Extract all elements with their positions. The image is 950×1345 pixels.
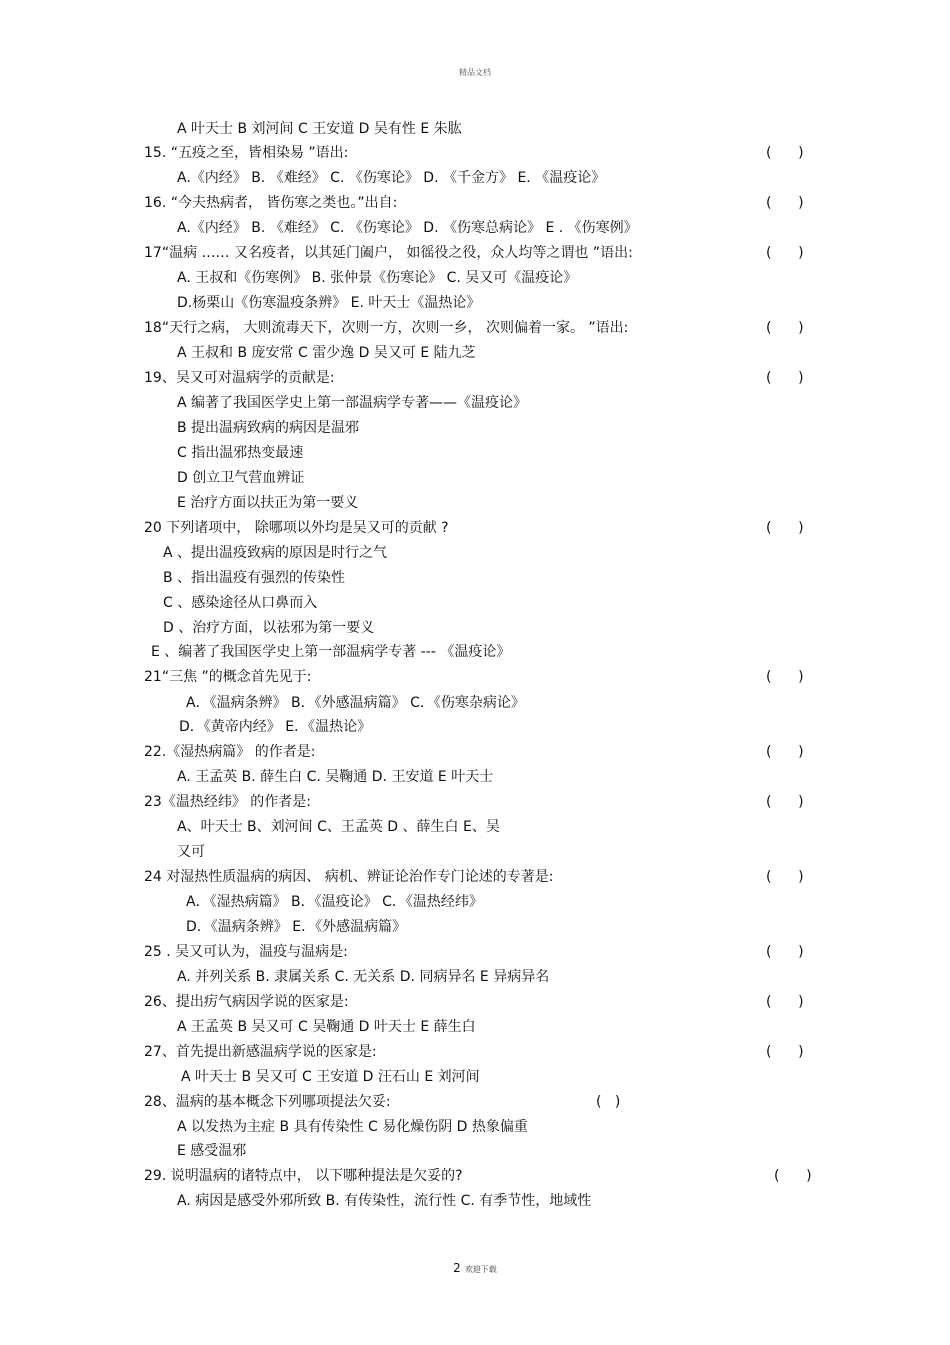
question-line: B 、指出温疫有强烈的传染性 [163, 570, 346, 586]
question-line: A 王叔和 B 庞安常 C 雷少逸 D 吴又可 E 陆九芝 [177, 345, 476, 361]
page-footer [0, 1261, 950, 1275]
question-line: 19、吴又可对温病学的贡献是: [144, 370, 335, 386]
answer-blank: ( ) [596, 1094, 621, 1110]
footer-text: 欢迎下载 [464, 1265, 497, 1274]
question-line: A 编著了我国医学史上第一部温病学专著——《温疫论》 [177, 395, 528, 411]
question-line: B 提出温病致病的病因是温邪 [177, 420, 360, 436]
answer-blank: ( ) [766, 994, 804, 1010]
question-line: A 、提出温疫致病的原因是时行之气 [163, 545, 388, 561]
question-line: 29. 说明温病的诸特点中， 以下哪种提法是欠妥的? [144, 1168, 463, 1184]
question-line: 26、提出疠气病因学说的医家是: [144, 994, 349, 1010]
question-line: 16. “今夫热病者， 皆伤寒之类也。”出自: [144, 195, 398, 211]
question-line: 24 对湿热性质温病的病因、 病机、辨证论治作专门论述的专著是: [144, 869, 554, 885]
question-line: 15. “五疫之至，皆相染易 ”语出: [144, 145, 349, 161]
question-line: D．《黄帝内经》 E．《温热论》 [179, 719, 372, 735]
question-line: E 感受温邪 [177, 1143, 247, 1159]
question-line: 17“温病 …… 又名疫者，以其延门阖户， 如徭役之役，众人均等之谓也 ”语出: [144, 245, 633, 261]
question-line: A 王孟英 B 吴又可 C 吴鞠通 D 叶天士 E 薛生白 [177, 1019, 476, 1035]
answer-blank: ( ) [766, 1044, 804, 1060]
question-line: 21“三焦 ”的概念首先见于: [144, 669, 312, 685]
question-line: 27、首先提出新感温病学说的医家是: [144, 1044, 377, 1060]
answer-blank: ( ) [766, 370, 804, 386]
question-line: A．《湿热病篇》 B．《温疫论》 C．《温热经纬》 [186, 894, 483, 910]
question-line: A. 并列关系 B. 隶属关系 C. 无关系 D. 同病异名 E 异病异名 [177, 969, 550, 985]
question-line: D．《温病条辨》 E．《外感温病篇》 [186, 919, 407, 935]
question-line: E 、编著了我国医学史上第一部温病学专著 --- 《温疫论》 [151, 644, 511, 660]
answer-blank: ( ) [766, 195, 804, 211]
question-line: A、叶天士 B、刘河间 C、王孟英 D 、薛生白 E、吴 [177, 819, 500, 835]
question-line: D.杨栗山《伤寒温疫条辨》 E. 叶天士《温热论》 [177, 295, 481, 311]
question-line: D 、治疗方面，以祛邪为第一要义 [163, 620, 375, 636]
answer-blank: ( ) [766, 245, 804, 261]
question-line: 18“天行之病， 大则流毒天下，次则一方，次则一乡， 次则偏着一家。 ”语出: [144, 320, 629, 336]
answer-blank: ( ) [766, 145, 804, 161]
answer-blank: ( ) [774, 1168, 812, 1184]
answer-blank: ( ) [766, 794, 804, 810]
page-header: 精品文档 [459, 68, 491, 77]
answer-blank: ( ) [766, 944, 804, 960]
answer-blank: ( ) [766, 744, 804, 760]
page-number: 2 [453, 1261, 461, 1275]
question-line: D 创立卫气营血辨证 [177, 470, 305, 486]
question-line: C 、感染途径从口鼻而入 [163, 595, 318, 611]
question-line: 23《温热经纬》 的作者是: [144, 794, 311, 810]
question-line: E 治疗方面以扶正为第一要义 [177, 495, 359, 511]
question-line: C 指出温邪热变最速 [177, 445, 304, 461]
question-line: A. 王叔和《伤寒例》 B. 张仲景《伤寒论》 C. 吴又可《温疫论》 [177, 270, 578, 286]
question-line: A.《内经》 B. 《难经》 C. 《伤寒论》 D. 《伤寒总病论》 E . 《伤寒例》 [177, 220, 638, 236]
question-line: A 叶天士 B 刘河间 C 王安道 D 吴有性 E 朱肱 [177, 121, 462, 137]
question-line: A. 王孟英 B. 薛生白 C. 吴鞠通 D. 王安道 E 叶天士 [177, 769, 494, 785]
question-line: 又可 [177, 844, 205, 860]
question-line: A．《温病条辨》 B．《外感温病篇》 C．《伤寒杂病论》 [186, 695, 525, 711]
question-line: A. 病因是感受外邪所致 B. 有传染性，流行性 C. 有季节性，地域性 [177, 1193, 592, 1209]
answer-blank: ( ) [766, 520, 804, 536]
question-line: A 以发热为主症 B 具有传染性 C 易化燥伤阴 D 热象偏重 [177, 1119, 528, 1135]
question-line: A.《内经》 B. 《难经》 C. 《伤寒论》 D. 《千金方》 E. 《温疫论》 [177, 170, 606, 186]
answer-blank: ( ) [766, 669, 804, 685]
question-line: A 叶天士 B 吴又可 C 王安道 D 汪石山 E 刘河间 [181, 1069, 480, 1085]
answer-blank: ( ) [766, 869, 804, 885]
question-line: 22.《湿热病篇》 的作者是: [144, 744, 316, 760]
question-line: 28、温病的基本概念下列哪项提法欠妥: [144, 1094, 391, 1110]
question-line: 20 下列诸项中， 除哪项以外均是吴又可的贡献 ? [144, 520, 449, 536]
question-line: 25 . 吴又可认为，温疫与温病是: [144, 944, 348, 960]
answer-blank: ( ) [766, 320, 804, 336]
